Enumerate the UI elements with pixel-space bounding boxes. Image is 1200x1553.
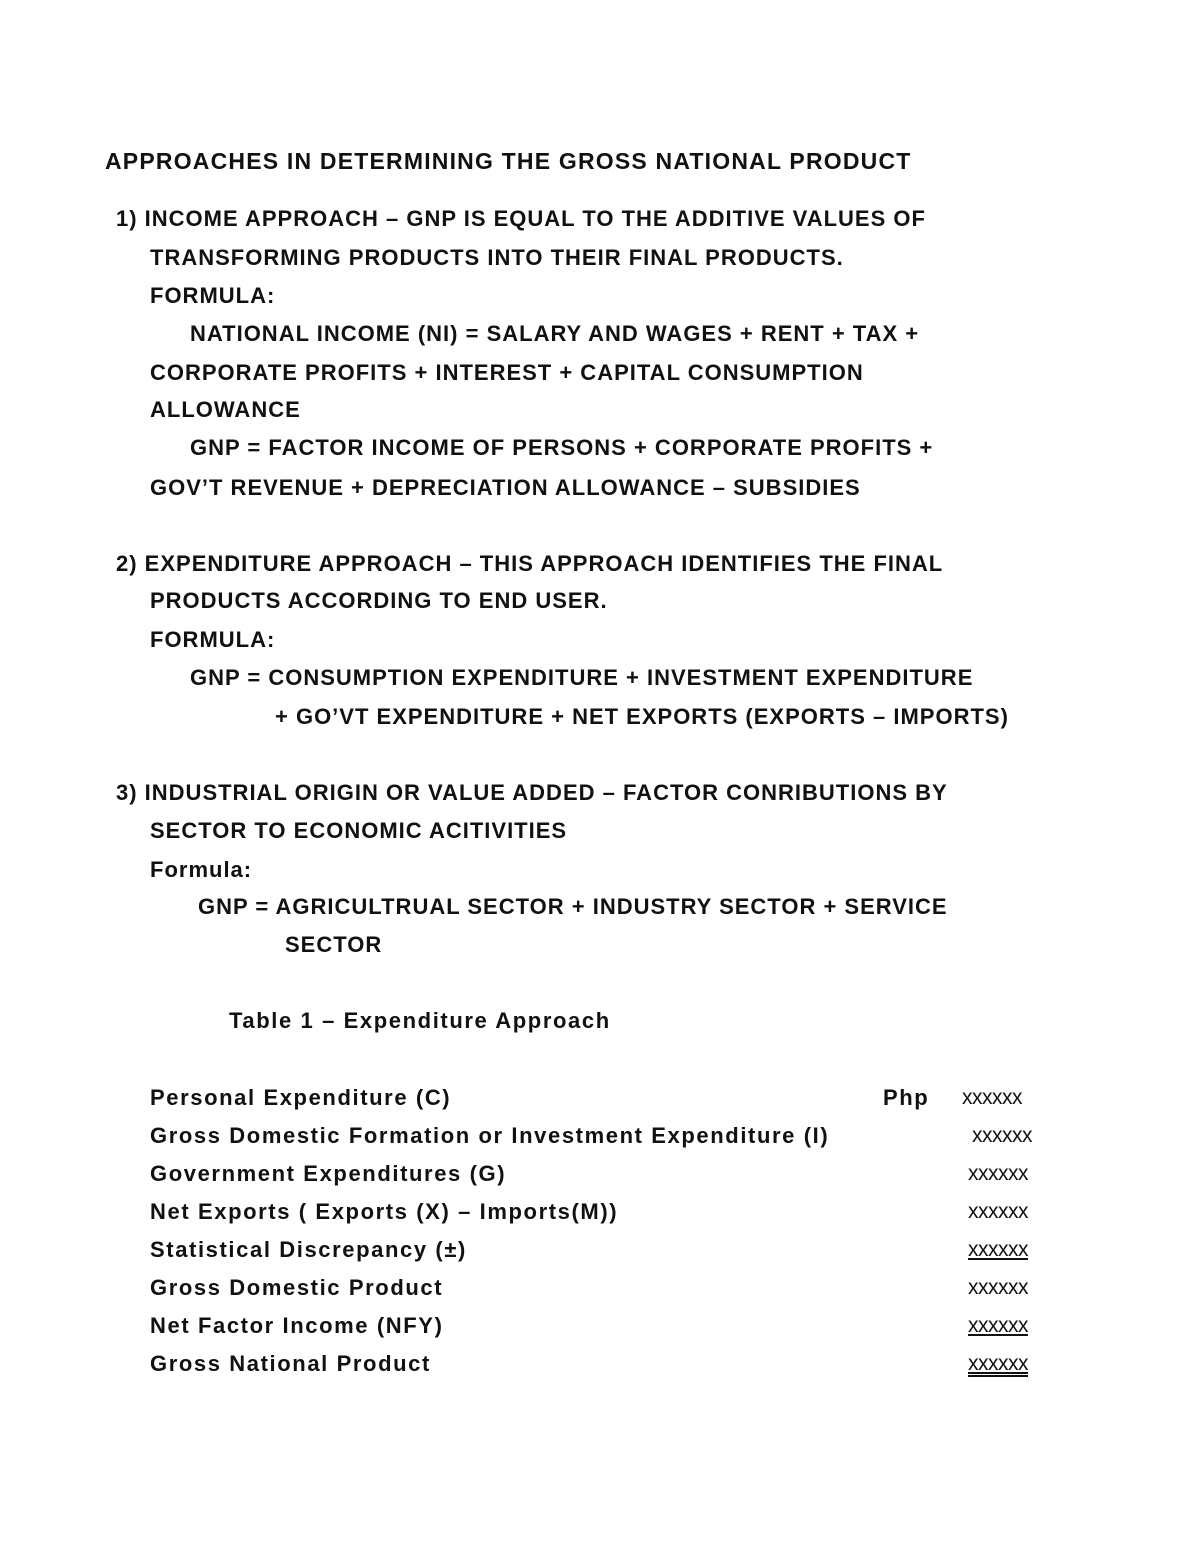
section-2-heading: 2) EXPENDITURE APPROACH – THIS APPROACH IDENTIFIES THE FINAL <box>116 551 944 576</box>
section-3-heading-cont: SECTOR TO ECONOMIC ACITIVITIES <box>150 818 568 843</box>
row-value: xxxxxx <box>968 1200 1028 1223</box>
section-1-formula-ni-line3: ALLOWANCE <box>150 397 301 422</box>
section-3-heading: 3) INDUSTRIAL ORIGIN OR VALUE ADDED – FACTOR CONRIBUTIONS BY <box>116 780 948 805</box>
row-label: Gross National Product <box>150 1351 431 1376</box>
section-1-heading: 1) INCOME APPROACH – GNP IS EQUAL TO THE ADDITIVE VALUES OF <box>116 206 926 231</box>
row-value: xxxxxx <box>968 1276 1028 1299</box>
row-label: Government Expenditures (G) <box>150 1161 507 1186</box>
row-label: Statistical Discrepancy (±) <box>150 1237 467 1262</box>
section-2-heading-cont: PRODUCTS ACCORDING TO END USER. <box>150 588 608 613</box>
section-2-formula-line2: + GO’VT EXPENDITURE + NET EXPORTS (EXPORTS – IMPORTS) <box>275 704 1009 729</box>
table-caption: Table 1 – Expenditure Approach <box>229 1008 611 1033</box>
section-3-formula-line1: GNP = AGRICULTRUAL SECTOR + INDUSTRY SECTOR + SERVICE <box>198 894 948 919</box>
row-value: xxxxxx <box>972 1124 1032 1147</box>
page-title: APPROACHES IN DETERMINING THE GROSS NATIONAL PRODUCT <box>105 148 912 174</box>
section-2-formula-label: FORMULA: <box>150 627 276 652</box>
row-value-double-underlined: xxxxxx <box>968 1352 1028 1375</box>
section-3-formula-line2: SECTOR <box>285 932 383 957</box>
row-label: Personal Expenditure (C) <box>150 1085 452 1110</box>
row-label: Gross Domestic Formation or Investment Expenditure (I) <box>150 1123 830 1148</box>
row-label: Net Exports ( Exports (X) – Imports(M)) <box>150 1199 619 1224</box>
row-value-underlined: xxxxxx <box>968 1314 1028 1337</box>
section-2-formula-line1: GNP = CONSUMPTION EXPENDITURE + INVESTMENT EXPENDITURE <box>190 665 974 690</box>
section-3-formula-label: Formula: <box>150 857 253 882</box>
row-value-underlined: xxxxxx <box>968 1238 1028 1261</box>
row-label: Net Factor Income (NFY) <box>150 1313 444 1338</box>
section-1-formula-label: FORMULA: <box>150 283 276 308</box>
section-1-formula-ni-line2: CORPORATE PROFITS + INTEREST + CAPITAL CONSUMPTION <box>150 360 864 385</box>
section-1-formula-gnp-line2: GOV’T REVENUE + DEPRECIATION ALLOWANCE – SUBSIDIES <box>150 475 861 500</box>
section-1-formula-ni-line1: NATIONAL INCOME (NI) = SALARY AND WAGES + RENT + TAX + <box>190 321 920 346</box>
section-1-heading-cont: TRANSFORMING PRODUCTS INTO THEIR FINAL PRODUCTS. <box>150 245 844 270</box>
row-value: xxxxxx <box>962 1086 1022 1109</box>
row-label: Gross Domestic Product <box>150 1275 444 1300</box>
row-value: xxxxxx <box>968 1162 1028 1185</box>
currency-label: Php <box>883 1085 930 1110</box>
section-1-formula-gnp-line1: GNP = FACTOR INCOME OF PERSONS + CORPORATE PROFITS + <box>190 435 934 460</box>
